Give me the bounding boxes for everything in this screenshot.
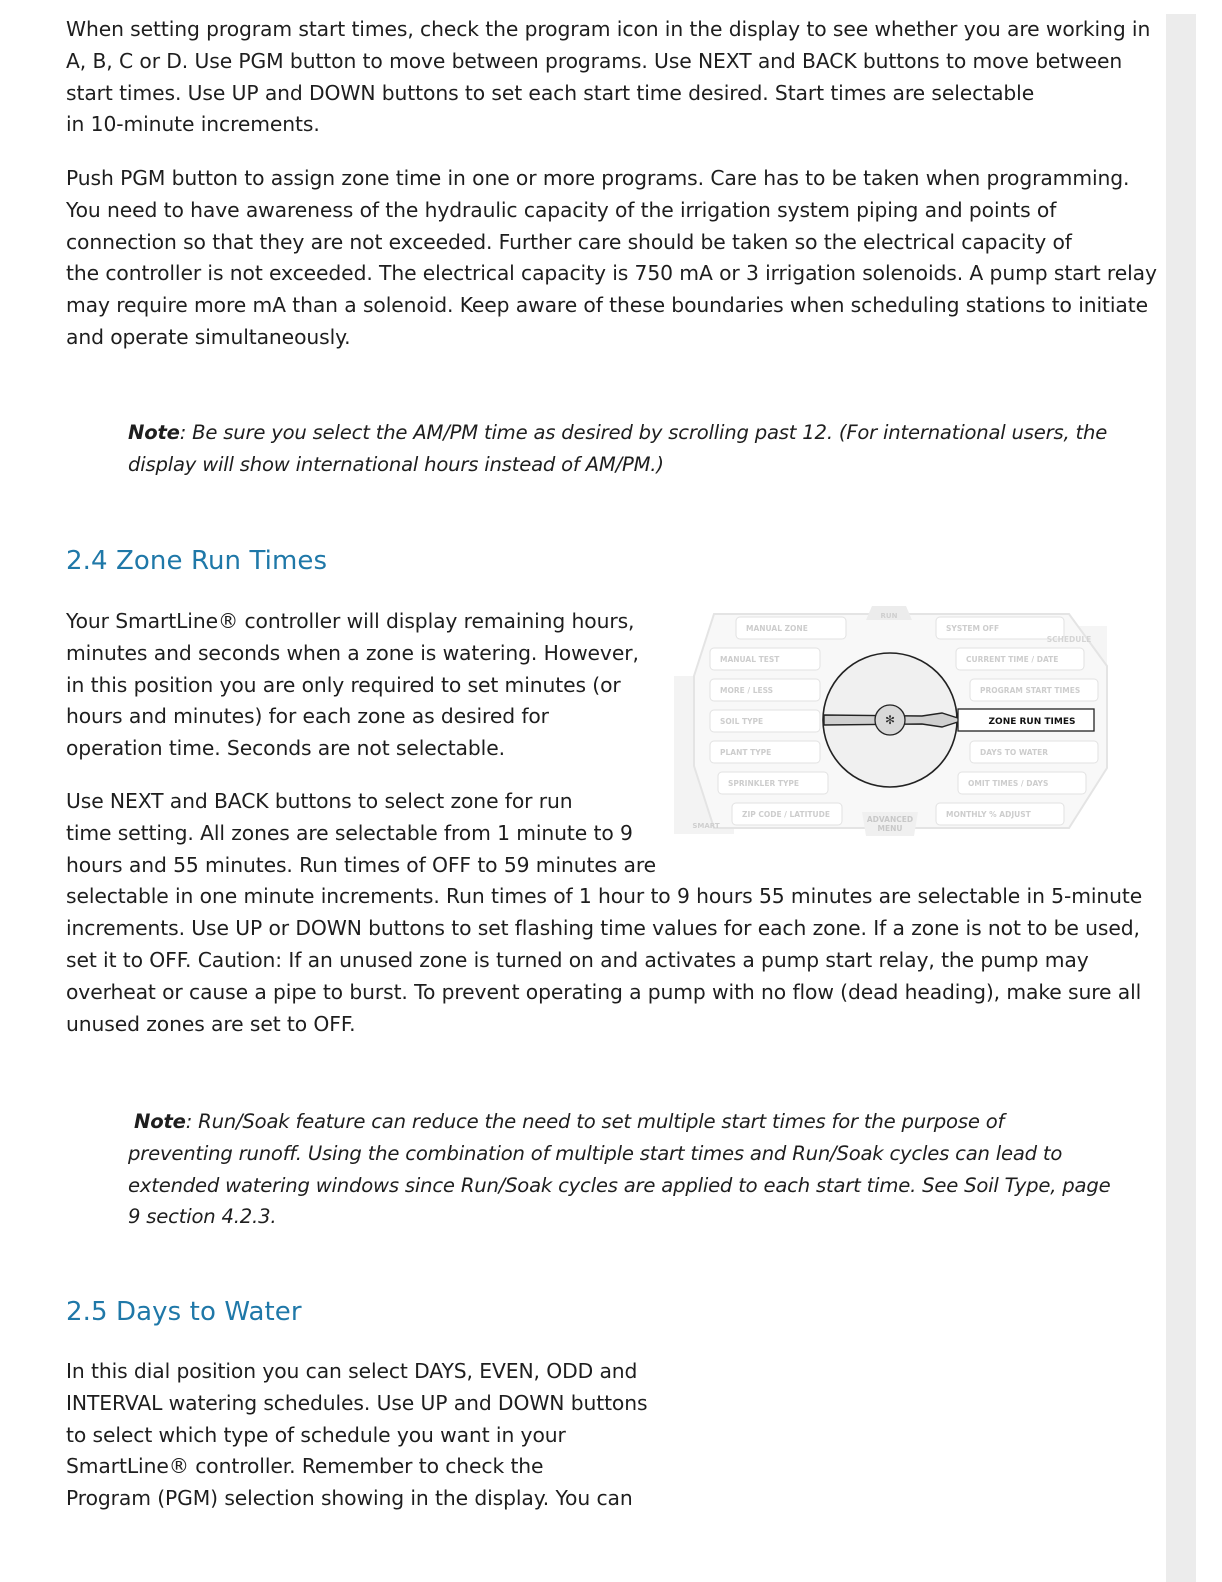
text-line: may require more mA than a solenoid. Keep aware of these boundaries when scheduling stations to initiate [66,293,1148,318]
text-line: hours and minutes) for each zone as desired for [66,704,549,729]
text-line: minutes and seconds when a zone is watering. However, [66,640,639,665]
text-line: A, B, C or D. Use PGM button to move between programs. Use NEXT and BACK buttons to move between [66,48,1123,73]
note-label: Note [134,1110,186,1133]
text-line: the controller is not exceeded. The electrical capacity is 750 mA or 3 irrigation solenoids. A pump start relay [66,261,1157,286]
dial-right-label: OMIT TIMES / DAYS [968,779,1049,788]
note-text: : Run/Soak feature can reduce the need to set multiple start times for the purpose of [185,1110,1005,1133]
menu-label: MENU [877,824,903,833]
text-line: in this position you are only required to set minutes (or [66,672,621,697]
dial-left-label: SPRINKLER TYPE [728,779,800,788]
section-heading-days-to-water: 2.5 Days to Water [66,1297,302,1327]
hub-symbol-icon: ✻ [884,713,896,727]
text-line: operation time. Seconds are not selectable. [66,736,505,761]
text-line: INTERVAL watering schedules. Use UP and DOWN buttons [66,1390,648,1415]
note-text: : Be sure you select the AM/PM time as desired by scrolling past 12. (For international users, the [179,421,1108,444]
dial-left-label: MORE / LESS [720,686,774,695]
controller-dial-illustration [674,606,1110,836]
text-line: to select which type of schedule you want in your [66,1422,566,1447]
text-line: Push PGM button to assign zone time in one or more programs. Care has to be taken when programming. [66,166,1130,190]
dial-right-label: CURRENT TIME / DATE [966,655,1059,664]
note-text: preventing runoff. Using the combination of multiple start times and Run/Soak cycles can lead to [128,1141,1063,1165]
note-text: 9 section 4.2.3. [128,1205,277,1229]
text-line: SmartLine® controller. Remember to check the [66,1454,544,1479]
text-line: When setting program start times, check the program icon in the display to see whether you are working in [66,17,1151,41]
dial-svg [674,606,1110,836]
text-line: unused zones are set to OFF. [66,1011,356,1036]
dial-left-label: SOIL TYPE [720,717,764,726]
dial-left-label: MANUAL TEST [720,655,780,664]
text-line: Your SmartLine® controller will display remaining hours, [66,609,635,633]
dial-left-label: PLANT TYPE [720,748,772,757]
schedule-tab-label: SCHEDULE [1046,635,1092,644]
text-line: hours and 55 minutes. Run times of OFF to 59 minutes are [66,852,657,877]
section-heading-zone-run-times: 2.4 Zone Run Times [66,546,328,576]
text-line: in 10-minute increments. [66,112,320,137]
zone-run-times-paragraph-1 [66,606,639,765]
text-line: connection so that they are not exceeded. Further care should be taken so the electrical capacity of [66,229,1072,254]
text-line: time setting. All zones are selectable from 1 minute to 9 [66,820,633,845]
dial-right-label: MONTHLY % ADJUST [946,810,1031,819]
assign-zone-time-paragraph [66,163,1157,354]
text-line: set it to OFF. Caution: If an unused zone is turned on and activates a pump start relay, the pump may [66,947,1089,972]
note-label: Note [128,421,180,444]
dial-right-label: SYSTEM OFF [946,624,1000,633]
text-line: In this dial position you can select DAYS, EVEN, ODD and [66,1359,638,1383]
scrollbar-track[interactable] [1166,14,1196,1582]
days-to-water-paragraph [66,1356,647,1515]
text-line: selectable in one minute increments. Run times of 1 hour to 9 hours 55 minutes are selectable in 5-minute [66,884,1143,909]
note-ampm [128,417,1107,481]
note-text: extended watering windows since Run/Soak cycles are applied to each start time. See Soil Type, page [128,1173,1111,1197]
smart-tab-label: SMART [692,822,720,830]
note-run-soak [128,1106,1110,1233]
dial-left-label: MANUAL ZONE [746,624,808,633]
run-label: RUN [880,612,898,620]
start-times-paragraph [66,14,1150,141]
text-line: start times. Use UP and DOWN buttons to set each start time desired. Start times are selectable [66,80,1035,105]
dial-left-label: ZIP CODE / LATITUDE [742,810,830,819]
text-line: and operate simultaneously. [66,324,351,349]
text-line: overheat or cause a pipe to burst. To prevent operating a pump with no flow (dead heading), make sure all [66,979,1142,1004]
text-line: Use NEXT and BACK buttons to select zone for run [66,789,573,813]
text-line: You need to have awareness of the hydraulic capacity of the irrigation system piping and points of [66,197,1057,222]
text-line: increments. Use UP or DOWN buttons to set flashing time values for each zone. If a zone is not to be used, [66,916,1140,941]
advanced-label: ADVANCED [866,815,914,824]
dial-right-label: DAYS TO WATER [980,748,1049,757]
text-line: Program (PGM) selection showing in the display. You can [66,1486,633,1511]
dial-right-label: PROGRAM START TIMES [980,686,1081,695]
active-label-text: ZONE RUN TIMES [988,717,1076,727]
note-text: display will show international hours instead of AM/PM.) [128,452,664,476]
